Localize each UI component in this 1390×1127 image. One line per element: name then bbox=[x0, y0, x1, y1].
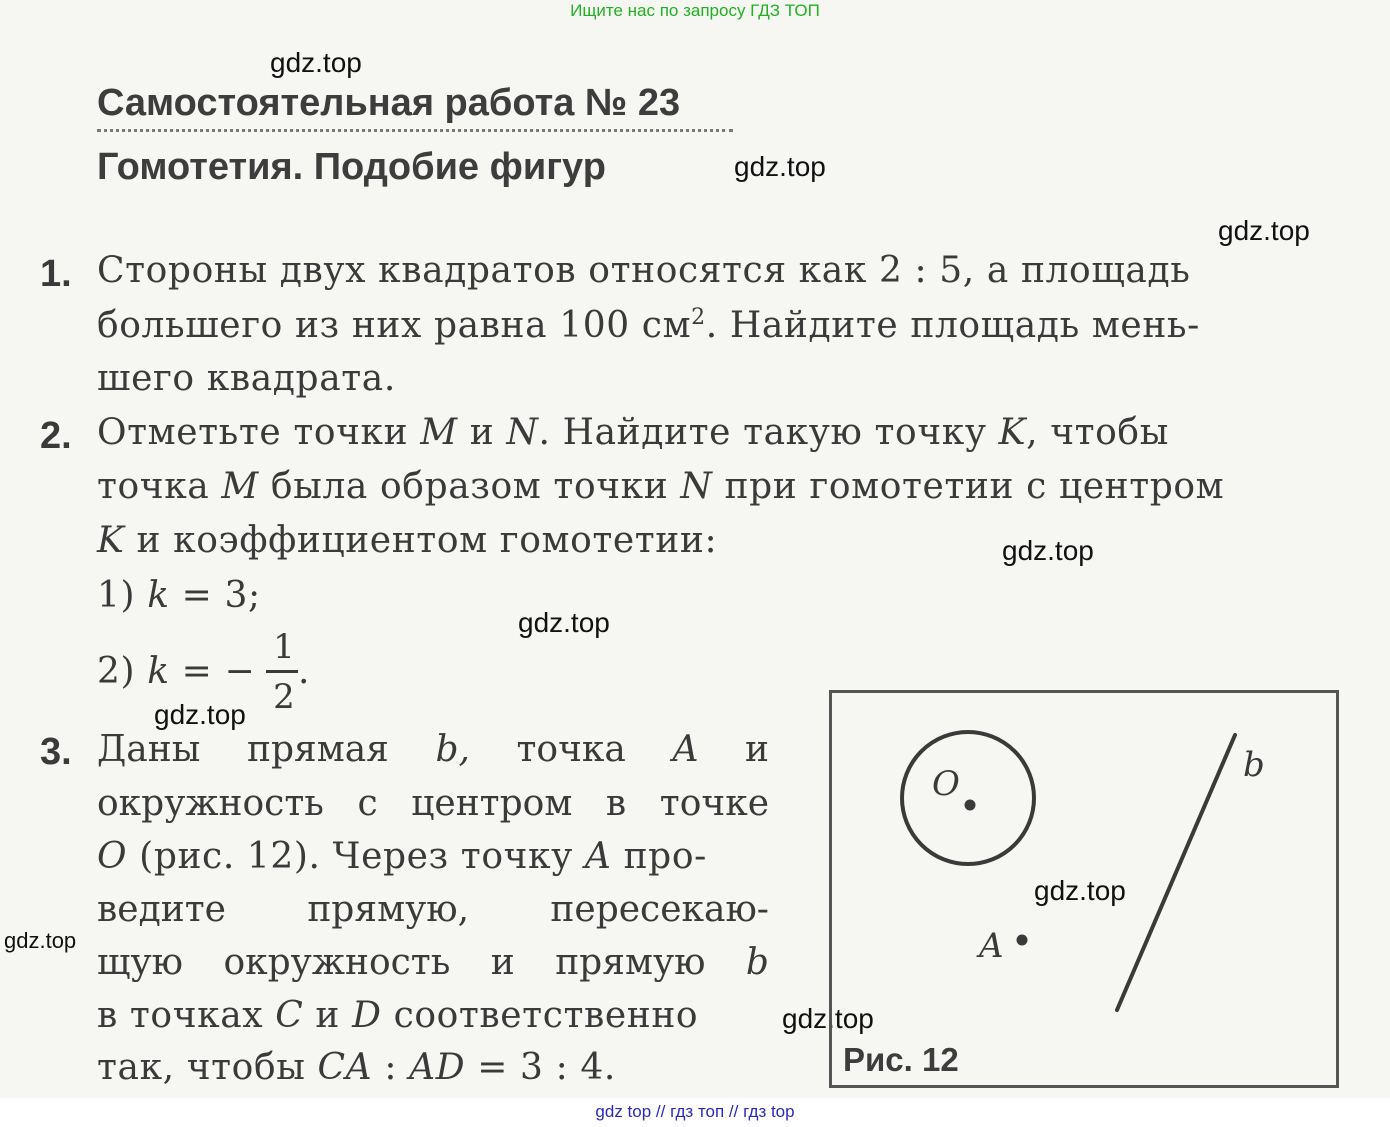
text-fragment: точке bbox=[659, 783, 769, 824]
fraction-numerator: 1 bbox=[273, 627, 295, 667]
math-variable: K bbox=[998, 412, 1027, 453]
watermark: gdz.top bbox=[1218, 215, 1310, 246]
math-variable: C bbox=[275, 995, 304, 1036]
text-fragment: и коэффициентом гомотетии: bbox=[124, 520, 718, 561]
watermark: gdz.top bbox=[154, 699, 246, 730]
line-b bbox=[1117, 735, 1235, 1010]
text-fragment: = 3; bbox=[169, 575, 261, 616]
math-variable: M bbox=[420, 412, 458, 453]
text-fragment: в точках bbox=[97, 995, 276, 1036]
text-fragment: при гомотетии с центром bbox=[712, 466, 1225, 507]
bottom-banner[interactable]: gdz top // гдз топ // гдз top bbox=[595, 1102, 795, 1121]
watermark: gdz.top bbox=[734, 151, 826, 182]
watermark: gdz.top bbox=[4, 928, 77, 953]
text-fragment: прямую, bbox=[307, 889, 470, 930]
math-variable: b, bbox=[435, 729, 470, 770]
math-variable: k bbox=[147, 651, 170, 692]
text-fragment: большего из них равна 100 см bbox=[97, 305, 692, 346]
math-variable: CA bbox=[317, 1047, 373, 1088]
superscript: 2 bbox=[691, 305, 706, 330]
text-fragment: (рис. 12). Через точку bbox=[127, 836, 585, 877]
math-variable: N bbox=[506, 412, 539, 453]
text-fragment: в bbox=[605, 783, 627, 824]
watermark: gdz.top bbox=[518, 607, 610, 638]
text-fragment: . Найдите такую точку bbox=[538, 412, 999, 453]
text-fragment: с bbox=[357, 783, 378, 824]
text-fragment: пересекаю- bbox=[550, 889, 769, 930]
task-number: 1. bbox=[40, 253, 72, 295]
math-variable: AD bbox=[409, 1047, 466, 1088]
text-fragment: Даны bbox=[97, 729, 201, 770]
figure-caption: Рис. 12 bbox=[843, 1041, 959, 1078]
task-number: 3. bbox=[40, 731, 72, 773]
label-A: A bbox=[979, 926, 1004, 966]
math-variable: O bbox=[97, 836, 128, 877]
task-text-line: Стороны двух квадратов относятся как 2 : 5, а площадь bbox=[97, 250, 1191, 291]
text-fragment: = 3 : 4. bbox=[465, 1047, 616, 1088]
circle-shape bbox=[902, 732, 1034, 864]
math-variable: K bbox=[97, 520, 125, 561]
task-number: 2. bbox=[40, 415, 72, 457]
text-fragment: про- bbox=[611, 836, 707, 877]
text-fragment: и bbox=[303, 995, 353, 1036]
text-fragment: прямая bbox=[246, 729, 389, 770]
text-fragment: центром bbox=[411, 783, 573, 824]
text-fragment: и bbox=[457, 412, 507, 453]
text-fragment: окружность bbox=[223, 942, 451, 983]
text-fragment: : bbox=[372, 1047, 410, 1088]
top-banner[interactable]: Ищите нас по запросу ГДЗ ТОП bbox=[570, 1, 820, 20]
math-variable: A bbox=[672, 729, 699, 770]
center-point-O bbox=[965, 800, 976, 811]
text-fragment: точка bbox=[516, 729, 626, 770]
text-fragment: Отметьте точки bbox=[97, 412, 421, 453]
label-O: O bbox=[932, 764, 960, 804]
math-variable: k bbox=[147, 575, 170, 616]
watermark: gdz.top bbox=[782, 1003, 874, 1034]
watermark: gdz.top bbox=[1002, 535, 1094, 566]
text-fragment: , чтобы bbox=[1026, 412, 1169, 453]
page-title: Самостоятельная работа № 23 bbox=[97, 82, 681, 124]
watermark: gdz.top bbox=[270, 47, 362, 78]
text-fragment: и bbox=[745, 729, 769, 770]
text-fragment: ведите bbox=[97, 889, 226, 930]
math-variable: A bbox=[584, 836, 612, 877]
text-fragment: . Найдите площадь мень- bbox=[705, 305, 1200, 346]
text-fragment: так, чтобы bbox=[97, 1047, 318, 1088]
text-fragment: точка bbox=[97, 466, 222, 507]
punctuation: . bbox=[298, 651, 311, 692]
label-b: b bbox=[1243, 745, 1265, 785]
watermark: gdz.top bbox=[1034, 875, 1126, 906]
text-fragment: щую bbox=[97, 942, 183, 983]
math-variable: b bbox=[745, 942, 769, 983]
math-variable: M bbox=[221, 466, 259, 507]
text-fragment: соответственно bbox=[381, 995, 699, 1036]
text-fragment: окружность bbox=[97, 783, 324, 824]
text-fragment: была образом точки bbox=[258, 466, 681, 507]
fraction-denominator: 2 bbox=[273, 677, 295, 717]
task-text-line: шего квадрата. bbox=[97, 358, 396, 399]
math-variable: D bbox=[352, 995, 382, 1036]
text-fragment: и bbox=[490, 942, 515, 983]
text-fragment: 1) bbox=[97, 575, 148, 616]
math-variable: N bbox=[680, 466, 713, 507]
point-A bbox=[1017, 935, 1028, 946]
text-fragment: 2) bbox=[97, 651, 148, 692]
page-subtitle: Гомотетия. Подобие фигур bbox=[97, 146, 606, 188]
text-fragment: = − bbox=[169, 651, 256, 692]
text-fragment: прямую bbox=[555, 942, 706, 983]
